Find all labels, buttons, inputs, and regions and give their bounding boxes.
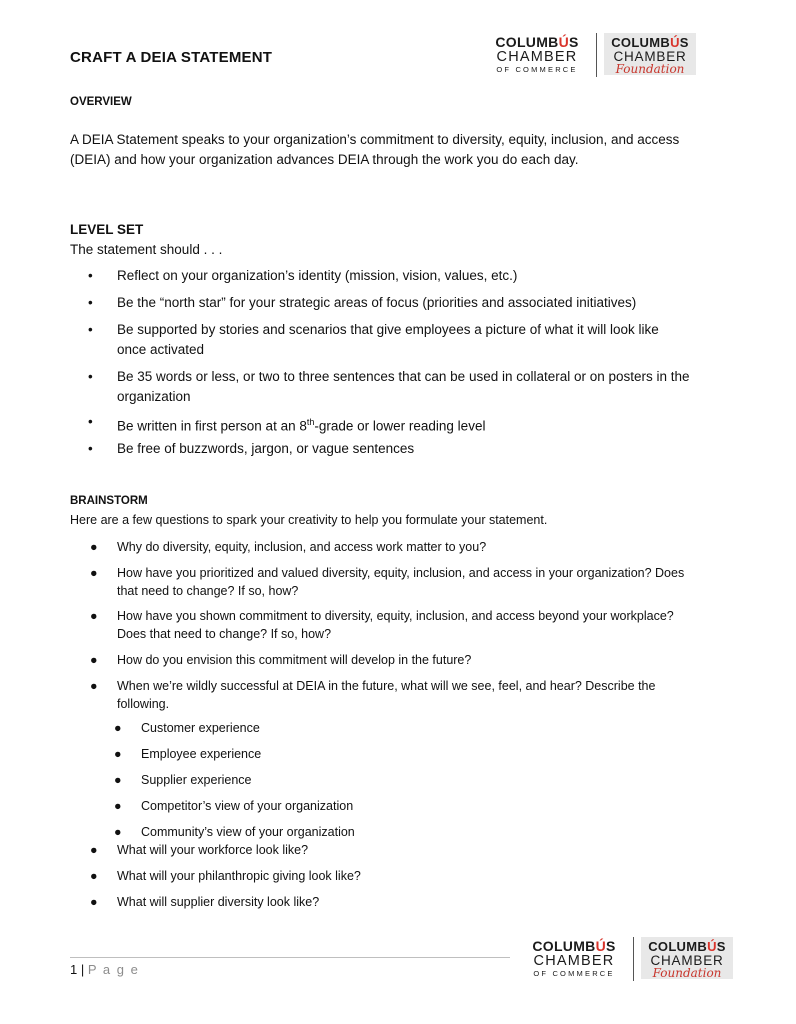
level-set-intro: The statement should . . . <box>70 242 223 257</box>
chamber-foundation-logo: COLUMBÚS CHAMBER Foundation <box>604 33 696 75</box>
bullet-marker: ● <box>90 869 98 883</box>
bullet-marker: ● <box>90 566 98 580</box>
bullet-marker: ● <box>114 773 122 787</box>
bullet-marker: • <box>88 369 93 384</box>
logo-divider <box>596 33 597 77</box>
bullet-marker: ● <box>90 609 98 623</box>
bullet-marker: ● <box>114 825 122 839</box>
logo-divider-footer <box>633 937 634 981</box>
bullet-marker: ● <box>114 747 122 761</box>
overview-line-2: (DEIA) and how your organization advances DEIA through the work you do each day. <box>70 152 579 167</box>
bullet-marker: • <box>88 322 93 337</box>
bullet-marker: • <box>88 441 93 456</box>
bullet-marker: ● <box>90 843 98 857</box>
page-number: 1 | P a g e <box>70 962 140 977</box>
document-title: CRAFT A DEIA STATEMENT <box>70 49 273 66</box>
bullet-marker: ● <box>90 540 98 554</box>
brainstorm-heading: BRAINSTORM <box>70 495 148 507</box>
overview-heading: OVERVIEW <box>70 96 132 108</box>
brainstorm-intro: Here are a few questions to spark your creativity to help you formulate your statement. <box>70 513 548 527</box>
bullet-marker: ● <box>90 653 98 667</box>
footer-rule <box>70 957 510 958</box>
level-set-heading: LEVEL SET <box>70 222 144 237</box>
bullet-marker: • <box>88 295 93 310</box>
bullet-marker: • <box>88 268 93 283</box>
bullet-marker: ● <box>90 679 98 693</box>
bullet-marker: • <box>88 414 93 429</box>
bullet-marker: ● <box>114 721 122 735</box>
chamber-foundation-logo-footer: COLUMBÚS CHAMBER Foundation <box>641 937 733 979</box>
bullet-marker: ● <box>114 799 122 813</box>
bullet-marker: ● <box>90 895 98 909</box>
overview-line-1: A DEIA Statement speaks to your organization’s commitment to diversity, equity, inclusion, and access <box>70 132 680 147</box>
chamber-of-commerce-logo-footer: COLUMBÚS CHAMBER OF COMMERCE <box>532 938 616 978</box>
chamber-of-commerce-logo: COLUMBÚS CHAMBER OF COMMERCE <box>495 34 579 74</box>
